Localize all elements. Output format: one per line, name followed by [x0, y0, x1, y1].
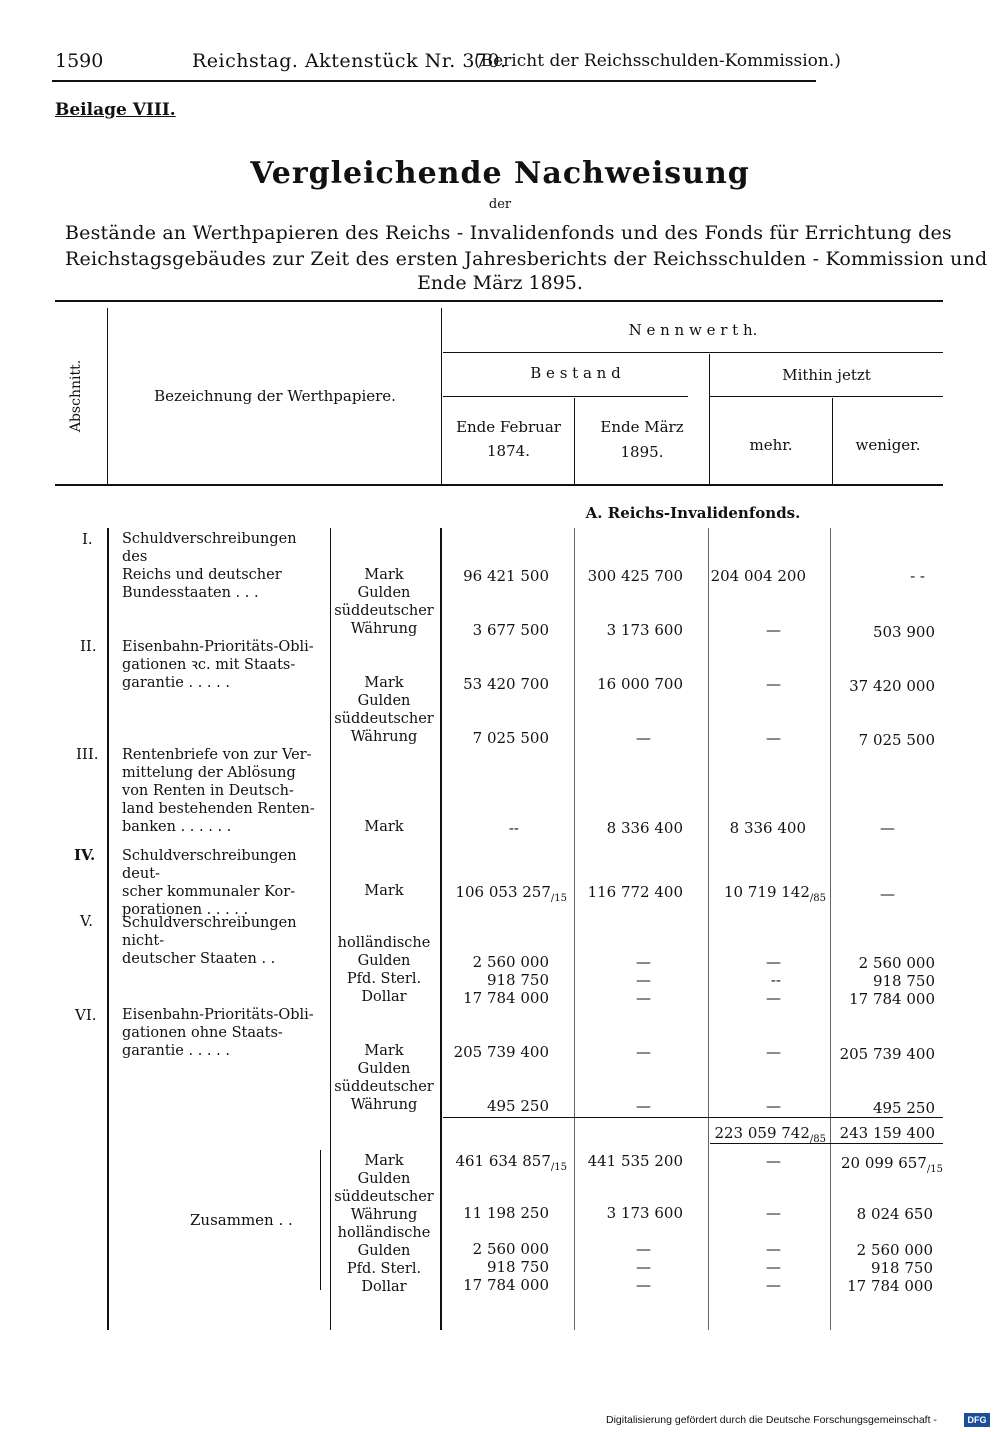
- body-rule-6: [830, 528, 831, 1330]
- value-cell: —: [636, 971, 651, 989]
- unit-mark: Mark: [364, 1043, 404, 1059]
- desc-line: garantie . . . . .: [122, 675, 230, 691]
- value-fraction: 15: [930, 1164, 943, 1175]
- value-cell: —: [766, 989, 781, 1007]
- unit-gulden: Gulden: [357, 585, 411, 601]
- totals-label: Zusammen . .: [190, 1211, 293, 1229]
- total-value: 20 099 $657_{/15}$: [841, 1154, 943, 1175]
- unit-mark: Mark: [364, 567, 404, 583]
- row-number: IV.: [74, 846, 96, 864]
- value-cell: 8 336 400: [606, 819, 683, 837]
- row-number: V.: [80, 912, 93, 930]
- totals-brace: [320, 1150, 321, 1290]
- unit-gulden: Gulden: [357, 1061, 411, 1077]
- total-value: —: [636, 1258, 651, 1276]
- footer-text: Digitalisierung gefördert durch die Deutsche Forschungsgemeinschaft -: [606, 1414, 937, 1426]
- total-value: 8 024 650: [856, 1205, 933, 1223]
- unit-gulden: Gulden: [357, 1171, 411, 1187]
- row-description: [122, 914, 322, 968]
- value-cell: 16 000 700: [597, 675, 683, 693]
- value-cell: 3 677 500: [472, 621, 549, 639]
- total-value: 17 784 000: [463, 1276, 549, 1294]
- value-fraction: 85: [813, 1134, 826, 1145]
- desc-line: mittelung der Ablösung: [122, 765, 296, 781]
- doc-der: der: [488, 197, 512, 212]
- value-cell: 503 900: [872, 623, 935, 641]
- col-rule-1: [107, 308, 108, 484]
- unit-mark: Mark: [364, 819, 404, 835]
- value-cell: 10 719 $142_{/85}$: [724, 883, 826, 904]
- value-cell: 96 421 500: [463, 567, 549, 585]
- desc-line: scher kommunaler Kor-: [122, 884, 296, 900]
- col-rule-2: [441, 308, 442, 484]
- header-mithin-jetzt: Mithin jetzt: [782, 366, 871, 384]
- unit-pfd-sterl: Pfd. Sterl.: [346, 1261, 422, 1277]
- desc-line: Rentenbriefe von zur Ver-: [122, 747, 312, 763]
- value-cell: —: [766, 1043, 781, 1061]
- header-abschnitt: Abschnitt.: [68, 359, 85, 433]
- value-cell: 205 739 400: [839, 1045, 935, 1063]
- value-fraction: 15: [554, 893, 567, 904]
- value-cell: —: [766, 953, 781, 971]
- header-rule: [52, 80, 816, 82]
- value-cell: 106 053 $257_{/15}$: [455, 883, 567, 904]
- value-cell: 3 173 600: [606, 621, 683, 639]
- value-cell: 17 784 000: [849, 990, 935, 1008]
- header-nennwerth: N e n n w e r t h.: [628, 321, 758, 339]
- body-rule-3: [440, 528, 442, 1330]
- value-fraction: 15: [554, 1162, 567, 1173]
- desc-line: land bestehenden Renten-: [122, 801, 315, 817]
- section-title: A. Reichs-Invalidenfonds.: [585, 504, 801, 522]
- total-value: —: [766, 1258, 781, 1276]
- total-value: 441 535 200: [587, 1152, 683, 1170]
- value-cell: 8 336 400: [729, 819, 806, 837]
- value-cell: --: [770, 971, 781, 989]
- value-integer: 223 059 742: [714, 1124, 810, 1142]
- unit-sueddeutscher: süddeutscher: [334, 603, 434, 619]
- row-description: [122, 638, 322, 692]
- desc-line: Eisenbahn-Prioritäts-Obli-: [122, 639, 314, 655]
- unit-gulden: Gulden: [357, 1243, 411, 1259]
- doc-subtitle-line3: Ende März 1895.: [417, 272, 583, 294]
- value-cell: —: [636, 1043, 651, 1061]
- desc-line: gationen ohne Staats-: [122, 1025, 283, 1041]
- header-weniger: weniger.: [855, 436, 921, 454]
- unit-sueddeutscher: süddeutscher: [334, 1189, 434, 1205]
- desc-line: Schuldverschreibungen nicht-: [122, 915, 297, 949]
- unit-gulden: Gulden: [357, 693, 411, 709]
- doc-subtitle-line2: Reichstagsgebäudes zur Zeit des ersten Jahresberichts der Reichsschulden - Kommission und: [65, 248, 988, 270]
- total-value: —: [636, 1276, 651, 1294]
- unit-waehrung: Währung: [350, 1097, 418, 1113]
- total-value: 3 173 600: [606, 1204, 683, 1222]
- total-value: —: [636, 1240, 651, 1258]
- total-value: 11 198 250: [463, 1204, 549, 1222]
- value-cell: 116 772 400: [587, 883, 683, 901]
- value-fraction: 85: [813, 893, 826, 904]
- header-subtitle: (Bericht der Reichsschulden-Kommission.): [474, 51, 841, 71]
- value-cell: 7 025 500: [858, 731, 935, 749]
- unit-sueddeutscher: süddeutscher: [334, 711, 434, 727]
- unit-hollaendische: holländische: [337, 935, 431, 951]
- value-cell: —: [766, 621, 781, 639]
- value-cell: 2 560 000: [472, 953, 549, 971]
- total-value: 918 750: [486, 1258, 549, 1276]
- value-cell: 37 420 000: [849, 677, 935, 695]
- unit-mark: Mark: [364, 883, 404, 899]
- unit-mark: Mark: [364, 675, 404, 691]
- col-rule-3: [574, 398, 575, 484]
- row-description: [122, 1006, 322, 1060]
- value-cell: —: [636, 989, 651, 1007]
- value-cell: —: [636, 1097, 651, 1115]
- subtotal-mehr: 223 059 $742_{/85}$: [714, 1124, 826, 1145]
- row-number: II.: [80, 637, 97, 655]
- value-cell: —: [636, 953, 651, 971]
- value-cell: 918 750: [872, 972, 935, 990]
- total-value: 2 560 000: [856, 1241, 933, 1259]
- desc-line: banken . . . . . .: [122, 819, 232, 835]
- total-value: 2 560 000: [472, 1240, 549, 1258]
- unit-sueddeutscher: süddeutscher: [334, 1079, 434, 1095]
- total-value: 918 750: [870, 1259, 933, 1277]
- beilage-label: Beilage VIII.: [55, 100, 176, 120]
- unit-waehrung: Währung: [350, 729, 418, 745]
- body-rule-2: [330, 528, 331, 1330]
- bestand-rule: [443, 396, 688, 397]
- value-cell: 495 250: [486, 1097, 549, 1115]
- value-cell: 7 025 500: [472, 729, 549, 747]
- row-description: [122, 530, 322, 602]
- desc-line: Schuldverschreibungen deut-: [122, 848, 297, 882]
- value-cell: 17 784 000: [463, 989, 549, 1007]
- value-cell: 2 560 000: [858, 954, 935, 972]
- unit-pfd-sterl: Pfd. Sterl.: [346, 971, 422, 987]
- desc-line: Bundesstaaten . . .: [122, 585, 259, 601]
- subtotal-weniger: 243 159 400: [839, 1124, 935, 1142]
- desc-line: von Renten in Deutsch-: [122, 783, 294, 799]
- page-number: 1590: [55, 50, 104, 72]
- total-value: —: [766, 1276, 781, 1294]
- value-cell: - -: [910, 567, 925, 585]
- unit-waehrung: Währung: [350, 1207, 418, 1223]
- total-value: —: [766, 1152, 781, 1170]
- value-cell: 53 420 700: [463, 675, 549, 693]
- header-mehr: mehr.: [749, 436, 793, 454]
- mithin-rule: [709, 396, 943, 397]
- subtotal-rule: [443, 1117, 943, 1118]
- row-number: I.: [82, 530, 93, 548]
- header-ende-februar: Ende Februar: [456, 418, 561, 436]
- value-integer: 106 053 257: [455, 883, 551, 901]
- value-integer: 10 719 142: [724, 883, 810, 901]
- value-cell: --: [508, 819, 519, 837]
- value-cell: —: [766, 675, 781, 693]
- desc-line: garantie . . . . .: [122, 1043, 230, 1059]
- table-header-bottom-rule: [55, 484, 943, 486]
- desc-line: deutscher Staaten . .: [122, 951, 276, 967]
- unit-hollaendische: holländische: [337, 1225, 431, 1241]
- dfg-logo: DFG: [964, 1413, 990, 1427]
- value-cell: —: [880, 885, 895, 903]
- header-ende-maerz-year: 1895.: [620, 443, 664, 461]
- desc-line: Reichs und deutscher: [122, 567, 282, 583]
- nennwerth-rule: [443, 352, 943, 353]
- table-top-rule: [55, 300, 943, 302]
- unit-waehrung: Währung: [350, 621, 418, 637]
- total-value: —: [766, 1204, 781, 1222]
- value-cell: —: [880, 819, 895, 837]
- value-cell: 918 750: [486, 971, 549, 989]
- row-number: VI.: [75, 1006, 97, 1024]
- body-rule-5: [708, 528, 709, 1330]
- total-value: 461 634 $857_{/15}$: [455, 1152, 567, 1173]
- value-cell: 300 425 700: [587, 567, 683, 585]
- unit-dollar: Dollar: [361, 989, 407, 1005]
- desc-line: Eisenbahn-Prioritäts-Obli-: [122, 1007, 314, 1023]
- header-bezeichnung: Bezeichnung der Werthpapiere.: [154, 387, 396, 405]
- unit-gulden: Gulden: [357, 953, 411, 969]
- value-cell: —: [766, 1097, 781, 1115]
- value-integer: 461 634 857: [455, 1152, 551, 1170]
- value-integer: 20 099 657: [841, 1154, 927, 1172]
- body-rule-1: [107, 528, 109, 1330]
- total-value: 17 784 000: [847, 1277, 933, 1295]
- doc-title: Vergleichende Nachweisung: [250, 156, 750, 191]
- row-description: [122, 746, 322, 836]
- header-title: Reichstag. Aktenstück Nr. 370.: [192, 50, 507, 72]
- desc-line: gationen ꝛc. mit Staats-: [122, 657, 296, 673]
- value-cell: 205 739 400: [453, 1043, 549, 1061]
- header-ende-maerz: Ende März: [600, 418, 684, 436]
- desc-line: porationen . . . . .: [122, 902, 249, 918]
- row-number: III.: [76, 745, 99, 763]
- unit-dollar: Dollar: [361, 1279, 407, 1295]
- doc-subtitle-line1: Bestände an Werthpapieren des Reichs - Invalidenfonds und des Fonds für Errichtung des: [65, 222, 952, 244]
- value-cell: 204 004 200: [710, 567, 806, 585]
- header-bestand: B e s t a n d: [530, 364, 621, 382]
- value-cell: 495 250: [872, 1099, 935, 1117]
- desc-line: Schuldverschreibungen des: [122, 531, 297, 565]
- row-description: [122, 847, 322, 919]
- total-value: —: [766, 1240, 781, 1258]
- header-ende-februar-year: 1874.: [487, 442, 530, 460]
- unit-mark: Mark: [364, 1153, 404, 1169]
- value-cell: —: [636, 729, 651, 747]
- value-cell: —: [766, 729, 781, 747]
